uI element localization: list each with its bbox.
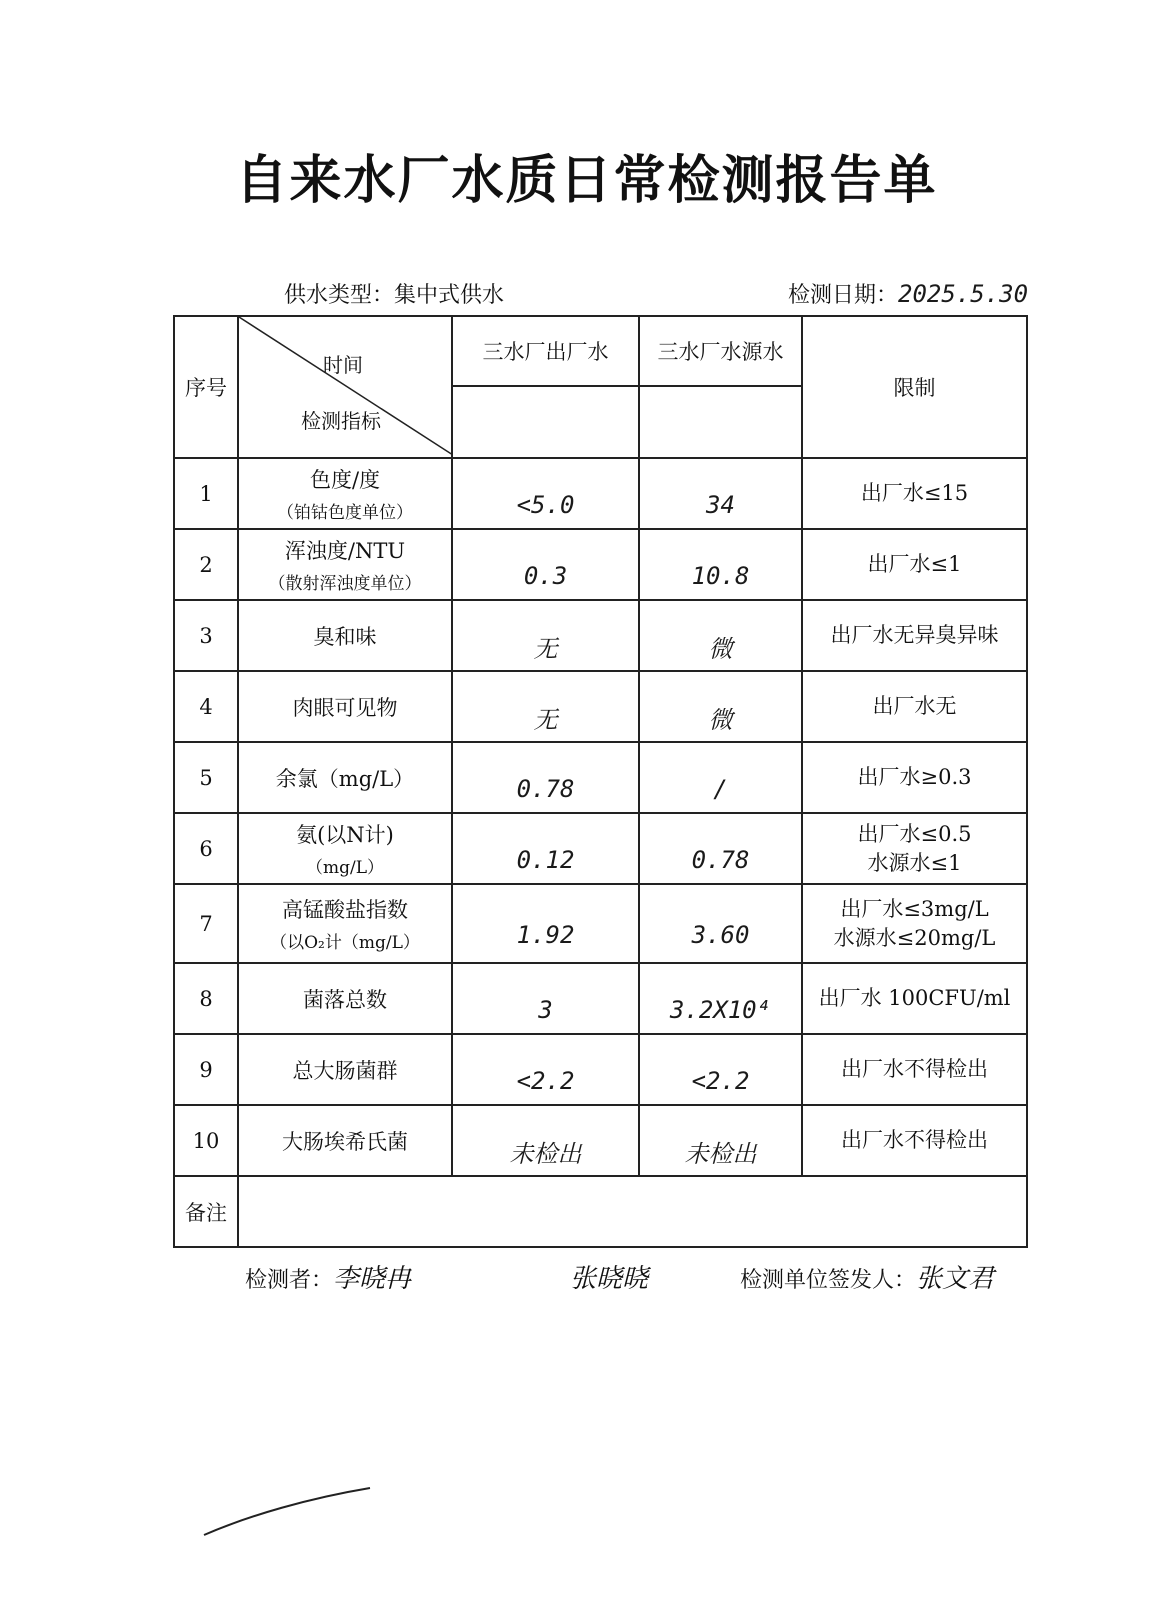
indicator-cell xyxy=(238,963,452,1034)
handwritten-value: 无 xyxy=(533,635,558,663)
indicator-cell xyxy=(238,884,452,963)
table-row xyxy=(174,1105,1027,1176)
limit-text: 出厂水≥0.3 xyxy=(857,765,972,789)
issuer-label: 检测单位签发人： xyxy=(740,1268,917,1293)
issuer-signature: 张文君 xyxy=(916,1264,995,1294)
limit-cell xyxy=(802,742,1027,813)
limit-text: 出厂水≤1 xyxy=(867,552,962,576)
handwritten-value: 0.3 xyxy=(523,561,568,590)
indicator-cell xyxy=(238,600,452,671)
value-plant-water xyxy=(452,963,639,1034)
indicator-name: 臭和味 xyxy=(313,624,377,649)
table-row xyxy=(174,600,1027,671)
supply-type-value: 集中式供水 xyxy=(394,283,505,308)
row-number: 9 xyxy=(174,1034,238,1105)
limit-cell xyxy=(802,963,1027,1034)
value-source-water xyxy=(639,458,802,529)
row-number: 3 xyxy=(174,600,238,671)
tester2-signature: 张晓晓 xyxy=(570,1264,649,1294)
value-source-water xyxy=(639,600,802,671)
value-source-water xyxy=(639,742,802,813)
limit-cell xyxy=(802,813,1027,884)
supply-type xyxy=(284,278,504,309)
table-row xyxy=(174,884,1027,963)
row-number: 8 xyxy=(174,963,238,1034)
test-date xyxy=(788,278,1028,309)
limit-cell xyxy=(802,1105,1027,1176)
value-plant-water xyxy=(452,813,639,884)
limit-header: 限制 xyxy=(802,316,1027,458)
sample1-time-cell xyxy=(452,386,639,458)
pen-stroke-mark xyxy=(200,1480,380,1540)
limit-text: 出厂水≤15 xyxy=(860,481,969,505)
diagonal-header xyxy=(238,316,452,458)
test-date-label: 检测日期： xyxy=(788,283,899,308)
limit-text: 出厂水不得检出 xyxy=(841,1128,988,1152)
remark-row xyxy=(174,1176,1027,1247)
seq-header: 序号 xyxy=(174,316,238,458)
value-plant-water xyxy=(452,742,639,813)
table-row xyxy=(174,742,1027,813)
limit-text: 出厂水不得检出 xyxy=(841,1057,988,1081)
indicator-cell xyxy=(238,1034,452,1105)
indicator-cell xyxy=(238,458,452,529)
indicator-name: 浑浊度/NTU xyxy=(284,539,406,563)
indicator-unit: （铂钴色度单位） xyxy=(277,503,413,523)
handwritten-value: <2.2 xyxy=(516,1066,575,1095)
value-source-water xyxy=(639,884,802,963)
table-row xyxy=(174,963,1027,1034)
handwritten-value: 微 xyxy=(708,635,733,663)
limit-cell xyxy=(802,458,1027,529)
value-plant-water xyxy=(452,671,639,742)
value-source-water xyxy=(639,1105,802,1176)
limit-text: 出厂水≤0.5 xyxy=(857,821,972,846)
tester-label: 检测者： xyxy=(245,1268,334,1293)
value-source-water xyxy=(639,529,802,600)
limit-text: 出厂水≤3mg/L xyxy=(840,896,989,921)
handwritten-value: 3.60 xyxy=(691,920,750,949)
row-number: 1 xyxy=(174,458,238,529)
indicator-cell xyxy=(238,529,452,600)
handwritten-value: 0.12 xyxy=(516,845,575,874)
indicator-cell xyxy=(238,1105,452,1176)
limit-text: 出厂水无异臭异味 xyxy=(830,623,999,647)
handwritten-value: 未检出 xyxy=(509,1140,582,1168)
handwritten-value: 34 xyxy=(706,490,735,519)
time-header: 时间 xyxy=(323,353,363,377)
value-source-water xyxy=(639,671,802,742)
sample2-header: 三水厂水源水 xyxy=(639,316,802,386)
tester2-block xyxy=(570,1258,648,1295)
tester1-signature: 李晓冉 xyxy=(333,1264,412,1294)
limit-cell xyxy=(802,1034,1027,1105)
table-row xyxy=(174,813,1027,884)
sample2-time-cell xyxy=(639,386,802,458)
value-plant-water xyxy=(452,458,639,529)
limit-cell xyxy=(802,600,1027,671)
indicator-name: 高锰酸盐指数 xyxy=(282,898,408,922)
table-row xyxy=(174,1034,1027,1105)
limit-text: 出厂水无 xyxy=(872,694,957,718)
handwritten-value: 0.78 xyxy=(691,845,750,874)
value-plant-water xyxy=(452,1105,639,1176)
diagonal-line xyxy=(239,317,452,458)
indicator-name: 总大肠菌群 xyxy=(292,1058,398,1083)
issuer-block xyxy=(740,1258,994,1295)
indicator-cell xyxy=(238,671,452,742)
test-date-value: 2025.5.30 xyxy=(898,280,1029,308)
table-row xyxy=(174,458,1027,529)
value-source-water xyxy=(639,963,802,1034)
handwritten-value: / xyxy=(713,774,728,803)
handwritten-value: <2.2 xyxy=(691,1066,750,1095)
remark-value xyxy=(238,1176,1027,1247)
value-plant-water xyxy=(452,1034,639,1105)
handwritten-value: 3.2X10⁴ xyxy=(669,995,772,1024)
report-table xyxy=(173,315,1028,1248)
table-row xyxy=(174,529,1027,600)
indicator-name: 色度/度 xyxy=(309,468,381,492)
value-source-water xyxy=(639,813,802,884)
row-number: 10 xyxy=(174,1105,238,1176)
indicator-cell xyxy=(238,742,452,813)
limit-cell xyxy=(802,671,1027,742)
handwritten-value: 1.92 xyxy=(516,920,575,949)
value-source-water xyxy=(639,1034,802,1105)
indicator-unit: （以O₂计（mg/L） xyxy=(270,933,420,953)
remark-label: 备注 xyxy=(174,1176,238,1247)
indicator-header: 检测指标 xyxy=(301,409,381,433)
sample1-header: 三水厂出厂水 xyxy=(452,316,639,386)
indicator-name: 菌落总数 xyxy=(303,987,387,1012)
indicator-name: 余氯（mg/L） xyxy=(275,766,415,791)
table-row xyxy=(174,671,1027,742)
indicator-cell xyxy=(238,813,452,884)
value-plant-water xyxy=(452,600,639,671)
handwritten-value: 未检出 xyxy=(684,1140,757,1168)
limit-text: 出厂水 100CFU/ml xyxy=(818,986,1011,1010)
tester-block xyxy=(245,1258,411,1295)
handwritten-value: 无 xyxy=(533,706,558,734)
row-number: 5 xyxy=(174,742,238,813)
row-number: 2 xyxy=(174,529,238,600)
limit-cell xyxy=(802,529,1027,600)
handwritten-value: 微 xyxy=(708,706,733,734)
row-number: 4 xyxy=(174,671,238,742)
value-plant-water xyxy=(452,529,639,600)
handwritten-value: 3 xyxy=(538,995,553,1024)
handwritten-value: 0.78 xyxy=(516,774,575,803)
indicator-name: 肉眼可见物 xyxy=(292,695,398,720)
indicator-name: 大肠埃希氏菌 xyxy=(282,1129,408,1154)
value-plant-water xyxy=(452,884,639,963)
limit-cell xyxy=(802,884,1027,963)
supply-type-label: 供水类型： xyxy=(284,283,395,308)
indicator-unit: （散射浑浊度单位） xyxy=(268,574,422,594)
limit-text-source: 水源水≤20mg/L xyxy=(833,925,996,950)
indicator-unit: （mg/L） xyxy=(305,858,385,878)
report-title: 自来水厂水质日常检测报告单 xyxy=(235,151,938,211)
indicator-name: 氨(以N计) xyxy=(296,823,394,847)
limit-text-source: 水源水≤1 xyxy=(867,850,962,875)
handwritten-value: <5.0 xyxy=(516,490,575,519)
row-number: 7 xyxy=(174,884,238,963)
handwritten-value: 10.8 xyxy=(691,561,750,590)
row-number: 6 xyxy=(174,813,238,884)
